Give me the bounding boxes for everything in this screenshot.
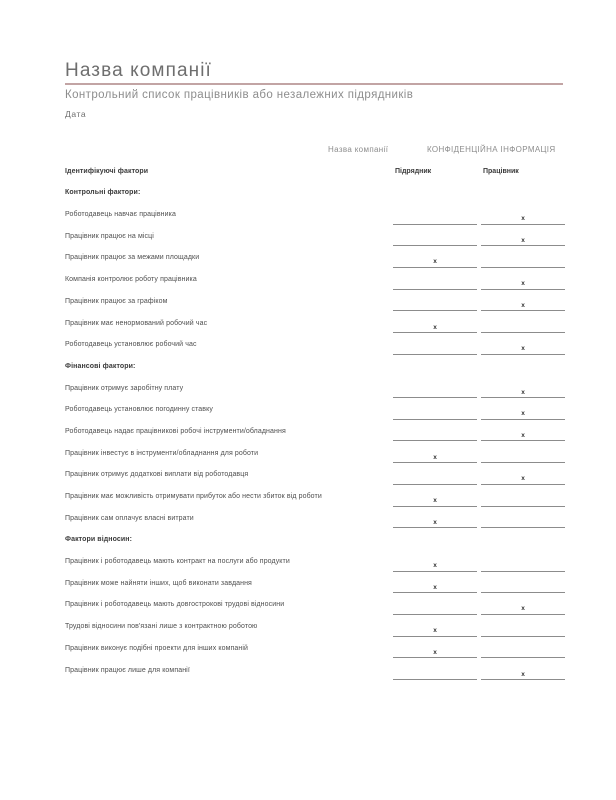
x-mark: x [521, 670, 525, 678]
factor-label: Працівник отримує додаткові виплати від роботодавця [65, 471, 249, 479]
factor-label: Працівник працює за межами площадки [65, 254, 200, 262]
factor-label: Працівник і роботодавець мають контракт на послуги або продукти [65, 558, 290, 566]
x-mark: x [433, 562, 437, 570]
contractor-mark-cell[interactable] [393, 380, 477, 399]
employee-mark-cell[interactable] [481, 228, 565, 247]
x-mark: x [521, 431, 525, 439]
factor-label: Працівник і роботодавець мають довгострокові трудові відносини [65, 601, 285, 609]
section-heading: Контрольні фактори: [65, 189, 141, 197]
section-heading: Фінансові фактори: [65, 362, 136, 370]
x-mark: x [521, 301, 525, 309]
factor-label: Роботодавець навчає працівника [65, 211, 176, 219]
factor-label: Працівник сам оплачує власні витрати [65, 514, 194, 522]
x-mark: x [433, 627, 437, 635]
contractor-mark-cell[interactable] [393, 640, 477, 659]
factor-label: Працівник має ненормований робочий час [65, 319, 208, 327]
factor-label: Роботодавець установлює робочий час [65, 341, 197, 349]
checklist-row [65, 575, 565, 597]
confidential-label: КОНФІДЕНЦІЙНА ІНФОРМАЦІЯ [427, 145, 556, 154]
x-mark: x [521, 410, 525, 418]
x-mark: x [521, 605, 525, 613]
checklist-row [65, 596, 565, 618]
section-heading-row [65, 531, 565, 553]
x-mark: x [433, 518, 437, 526]
contractor-mark-cell[interactable] [393, 445, 477, 464]
x-mark: x [433, 453, 437, 461]
checklist-row [65, 662, 565, 684]
x-mark: x [521, 475, 525, 483]
checklist-row [65, 423, 565, 445]
factor-label: Працівник працює лише для компанії [65, 666, 190, 674]
checklist-row [65, 293, 565, 315]
factor-label: Компанія контролює роботу працівника [65, 276, 197, 284]
factor-label: Працівник працює на місці [65, 232, 154, 240]
factor-label: Працівник інвестує в інструменти/обладнання для роботи [65, 449, 259, 457]
x-mark: x [433, 583, 437, 591]
contractor-mark-cell[interactable] [393, 423, 477, 442]
checklist-row [65, 271, 565, 293]
checklist-row [65, 206, 565, 228]
x-mark: x [433, 648, 437, 656]
checklist-row [65, 228, 565, 250]
checklist-row [65, 380, 565, 402]
contractor-mark-cell[interactable] [393, 488, 477, 507]
contractor-mark-cell[interactable] [393, 401, 477, 420]
checklist-rows [65, 184, 565, 683]
contractor-mark-cell[interactable] [393, 466, 477, 485]
section-heading-row [65, 184, 565, 206]
checklist-row [65, 488, 565, 510]
employee-mark-cell[interactable] [481, 423, 565, 442]
doc-subtitle: Контрольний список працівників або незалежних підрядників [65, 89, 414, 101]
contractor-mark-cell[interactable] [393, 336, 477, 355]
checklist-row [65, 315, 565, 337]
x-mark: x [521, 280, 525, 288]
employee-mark-cell[interactable] [481, 249, 565, 268]
employee-mark-cell[interactable] [481, 271, 565, 290]
factor-label: Трудові відносини пов'язані лише з контрактною роботою [65, 623, 258, 631]
x-mark: x [433, 323, 437, 331]
x-mark: x [521, 388, 525, 396]
employee-mark-cell[interactable] [481, 553, 565, 572]
checklist-row [65, 466, 565, 488]
employee-mark-cell[interactable] [481, 380, 565, 399]
table-meta-row [65, 141, 565, 163]
contractor-mark-cell[interactable] [393, 596, 477, 615]
title-accent-rule [65, 83, 563, 85]
checklist-row [65, 445, 565, 467]
contractor-column-header: Підрядник [395, 167, 432, 175]
table-columns-row [65, 163, 565, 185]
factor-label: Працівник може найняти інших, щоб виконати завдання [65, 579, 252, 587]
contractor-mark-cell[interactable] [393, 662, 477, 681]
x-mark: x [521, 345, 525, 353]
factor-label: Працівник працює за графіком [65, 297, 168, 305]
meta-company-name: Назва компанії [328, 145, 389, 154]
page-title: Назва компанії [65, 60, 212, 81]
contractor-mark-cell[interactable] [393, 293, 477, 312]
employee-mark-cell[interactable] [481, 640, 565, 659]
employee-mark-cell[interactable] [481, 488, 565, 507]
employee-mark-cell[interactable] [481, 575, 565, 594]
employee-mark-cell[interactable] [481, 596, 565, 615]
checklist-table [65, 141, 565, 683]
employee-mark-cell[interactable] [481, 510, 565, 529]
contractor-mark-cell[interactable] [393, 618, 477, 637]
contractor-mark-cell[interactable] [393, 249, 477, 268]
checklist-row [65, 640, 565, 662]
factor-label: Роботодавець установлює погодинну ставку [65, 406, 213, 414]
employee-mark-cell[interactable] [481, 445, 565, 464]
checklist-row [65, 553, 565, 575]
checklist-row [65, 618, 565, 640]
factor-label: Працівник отримує заробітну плату [65, 384, 184, 392]
contractor-mark-cell[interactable] [393, 553, 477, 572]
contractor-mark-cell[interactable] [393, 575, 477, 594]
x-mark: x [433, 497, 437, 504]
checklist-row [65, 336, 565, 358]
contractor-mark-cell[interactable] [393, 206, 477, 225]
employee-mark-cell[interactable] [481, 206, 565, 225]
employee-mark-cell[interactable] [481, 401, 565, 420]
x-mark: x [521, 215, 525, 223]
employee-column-header: Працівник [483, 167, 519, 175]
section-heading-row [65, 358, 565, 380]
factor-label: Роботодавець надає працівникові робочі інструменти/обладнання [65, 427, 286, 435]
employee-mark-cell[interactable] [481, 618, 565, 637]
employee-mark-cell[interactable] [481, 662, 565, 681]
factor-label: Працівник виконує подібні проекти для інших компаній [65, 644, 249, 652]
factors-column-header: Ідентифікуючі фактори [65, 167, 149, 175]
checklist-row [65, 510, 565, 532]
employee-mark-cell[interactable] [481, 336, 565, 355]
contractor-mark-cell[interactable] [393, 510, 477, 529]
checklist-row [65, 401, 565, 423]
contractor-mark-cell[interactable] [393, 271, 477, 290]
factor-label: Працівник має можливість отримувати прибуток або нести збиток від роботи [65, 493, 322, 500]
employee-mark-cell[interactable] [481, 293, 565, 312]
x-mark: x [433, 258, 437, 266]
date-label: Дата [65, 109, 87, 119]
x-mark: x [521, 236, 525, 244]
section-heading: Фактори відносин: [65, 536, 133, 544]
employee-mark-cell[interactable] [481, 466, 565, 485]
checklist-row [65, 249, 565, 271]
employee-mark-cell[interactable] [481, 315, 565, 334]
contractor-mark-cell[interactable] [393, 315, 477, 334]
contractor-mark-cell[interactable] [393, 228, 477, 247]
